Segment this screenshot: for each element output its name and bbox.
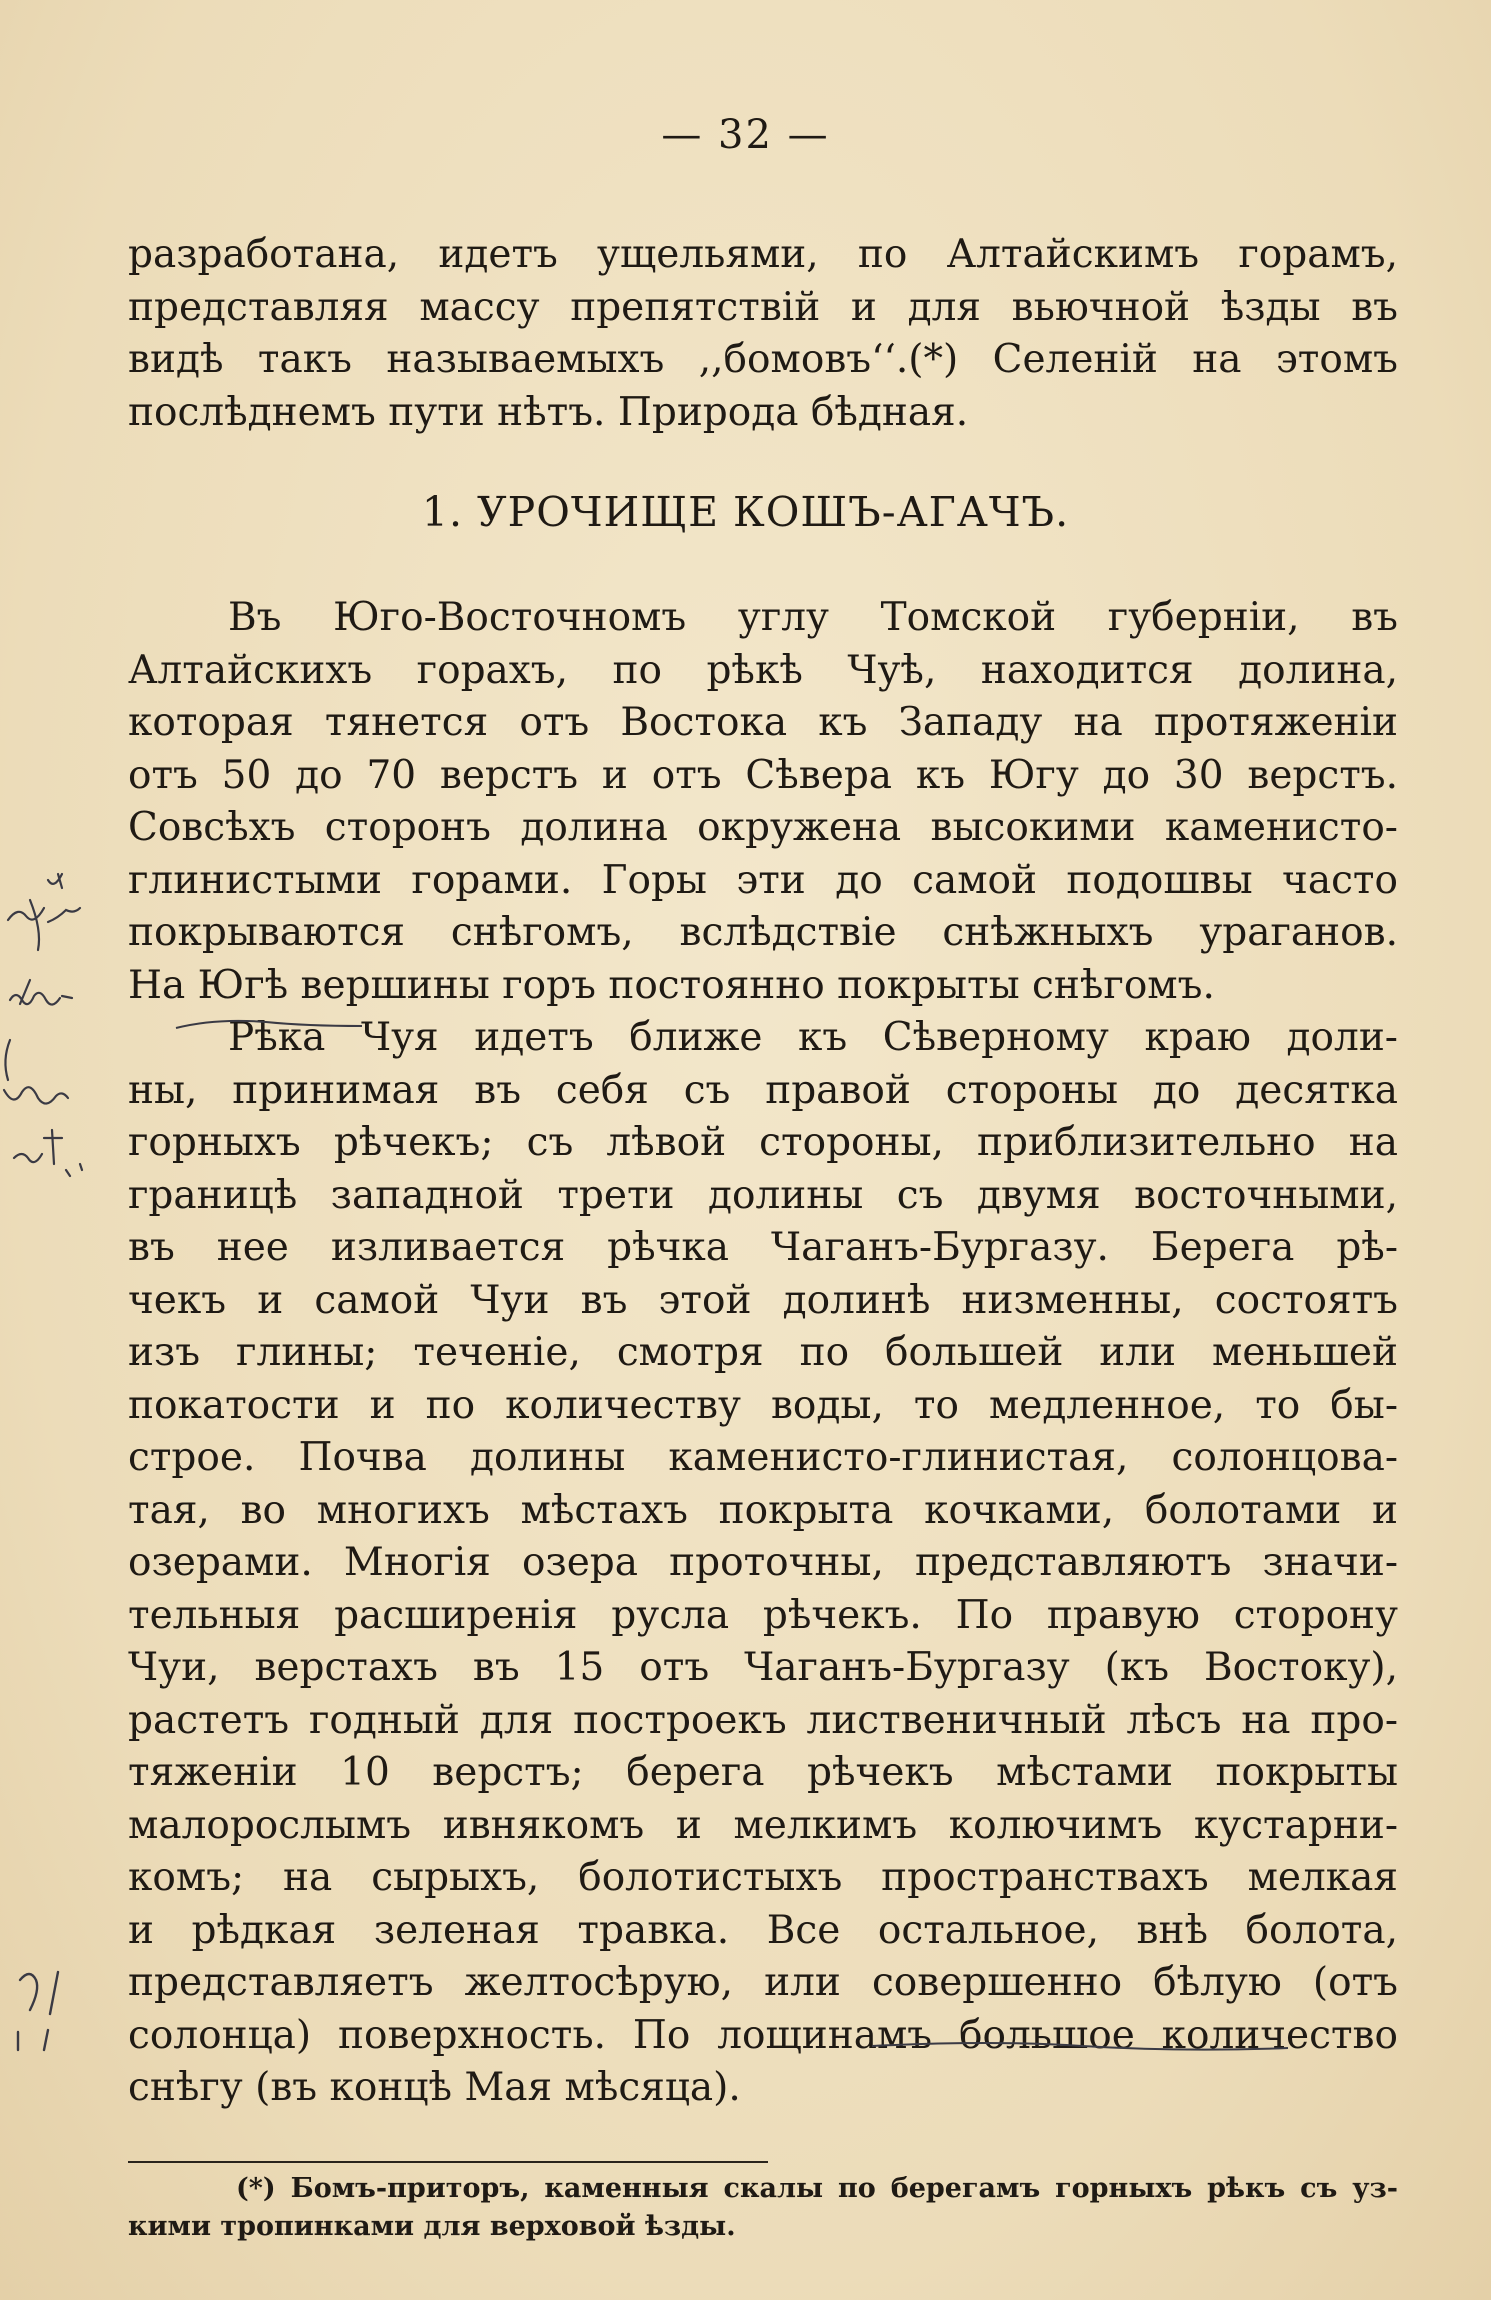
text-line: Въ Юго-Восточномъ углу Томской губерніи, въ bbox=[228, 595, 1398, 640]
text-line: озерами. Многія озера проточны, представляютъ значи- bbox=[128, 1540, 1398, 1585]
text-line: покрываются снѣгомъ, вслѣдствіе снѣжныхъ ураганов. bbox=[128, 910, 1398, 955]
text-line: изъ глины; теченіе, смотря по большей или меньшей bbox=[128, 1330, 1398, 1375]
text-line: горныхъ рѣчекъ; съ лѣвой стороны, приблизительно на bbox=[128, 1120, 1398, 1165]
text-line: послѣднемъ пути нѣтъ. Природа бѣдная. bbox=[128, 389, 969, 435]
text-line: тая, во многихъ мѣстахъ покрыта кочками, болотами и bbox=[128, 1487, 1398, 1533]
text-line: Чуи, верстахъ въ 15 отъ Чаганъ-Бургазу (къ Востоку), bbox=[128, 1645, 1398, 1690]
intro-paragraph bbox=[128, 229, 1398, 439]
text-line: представляетъ желтосѣрую, или совершенно бѣлую (отъ bbox=[128, 1960, 1398, 2005]
text-line: границѣ западной трети долины съ двумя восточными, bbox=[128, 1172, 1398, 1218]
text-line: снѣгу (въ концѣ Мая мѣсяца). bbox=[128, 2065, 741, 2110]
text-line: ны, принимая въ себя съ правой стороны до десятка bbox=[128, 1067, 1398, 1113]
text-line: отъ 50 до 70 верстъ и отъ Сѣвера къ Югу до 30 верстъ. bbox=[128, 752, 1398, 798]
text-line: Рѣка Чуя идетъ ближе къ Сѣверному краю доли- bbox=[228, 1015, 1398, 1060]
section-heading: 1. УРОЧИЩЕ КОШЪ-АГАЧЪ. bbox=[421, 488, 1070, 536]
text-line: На Югѣ вершины горъ постоянно покрыты снѣгомъ. bbox=[128, 962, 1215, 1008]
footnote-divider bbox=[128, 2161, 768, 2163]
text-line: разработана, идетъ ущельями, по Алтайскимъ горамъ, bbox=[128, 232, 1398, 277]
text-line: комъ; на сырыхъ, болотистыхъ пространствахъ мелкая bbox=[128, 1855, 1398, 1900]
text-line: покатости и по количеству воды, то медленное, то бы- bbox=[128, 1382, 1398, 1428]
text-line: Алтайскихъ горахъ, по рѣкѣ Чуѣ, находится долина, bbox=[128, 647, 1398, 693]
page-number: — 32 — bbox=[661, 112, 830, 158]
text-line: въ нее изливается рѣчка Чаганъ-Бургазу. Берега рѣ- bbox=[128, 1225, 1398, 1270]
body-paragraph bbox=[128, 592, 1398, 2115]
text-line: солонца) поверхность. По лощинамъ большое количество bbox=[128, 2012, 1398, 2058]
text-line: растетъ годный для построекъ лиственичный лѣсъ на про- bbox=[128, 1697, 1398, 1743]
text-line: глинистыми горами. Горы эти до самой подошвы часто bbox=[128, 857, 1398, 903]
pencil-underline bbox=[170, 1016, 370, 1036]
pencil-underline bbox=[870, 2038, 1290, 2058]
text-line: видѣ такъ называемыхъ ,,бомовъ‘‘.(*) Селеній на этомъ bbox=[128, 337, 1398, 382]
footnote bbox=[128, 2170, 1398, 2246]
text-line: малорослымъ ивнякомъ и мелкимъ колючимъ кустарни- bbox=[128, 1802, 1398, 1848]
text-line: тяженіи 10 верстъ; берега рѣчекъ мѣстами покрыты bbox=[128, 1750, 1398, 1795]
text-line: и рѣдкая зеленая травка. Все остальное, внѣ болота, bbox=[128, 1907, 1398, 1953]
text-line: представляя массу препятствій и для вьючной ѣзды въ bbox=[128, 284, 1398, 330]
text-line: которая тянется отъ Востока къ Западу на протяженіи bbox=[128, 700, 1398, 745]
handwritten-margin-notes bbox=[0, 860, 110, 2100]
text-line: чекъ и самой Чуи въ этой долинѣ низменны, состоятъ bbox=[128, 1277, 1398, 1323]
footnote-line: (*) Бомъ-приторъ, каменныя скалы по берегамъ горныхъ рѣкъ съ уз- bbox=[236, 2173, 1398, 2204]
footnote-line: кими тропинками для верховой ѣзды. bbox=[128, 2211, 736, 2242]
text-line: тельныя расширенія русла рѣчекъ. По правую сторону bbox=[128, 1592, 1398, 1638]
text-line: строе. Почва долины каменисто-глинистая, солонцова- bbox=[128, 1435, 1398, 1480]
text-line: Совсѣхъ сторонъ долина окружена высокими каменисто- bbox=[128, 805, 1398, 850]
